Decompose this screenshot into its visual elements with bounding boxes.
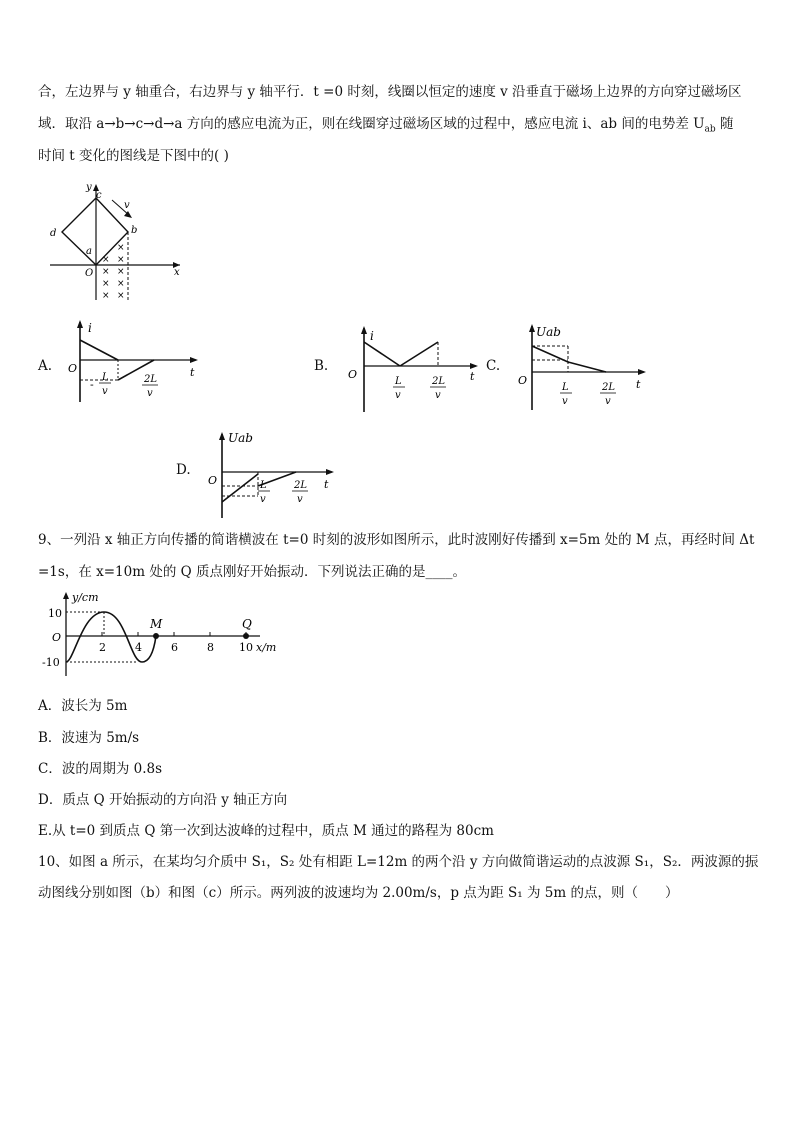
wave-origin: O bbox=[52, 631, 62, 644]
wave-curve bbox=[66, 612, 156, 662]
q9-option-c: C．波的周期为 0.8s bbox=[38, 761, 163, 777]
q9-option-e: E.从 t=0 到质点 Q 第一次到达波峰的过程中，质点 M 通过的路程为 80cm bbox=[38, 823, 494, 839]
wave-y-arrow bbox=[63, 592, 69, 599]
d-origin: O bbox=[208, 474, 218, 487]
q9-option-a: A．波长为 5m bbox=[38, 698, 128, 714]
c-tick-v2: v bbox=[605, 396, 611, 407]
q8-option-a-label: A. bbox=[38, 358, 53, 374]
wave-x-tick-2: 2 bbox=[99, 641, 106, 654]
b-origin: O bbox=[348, 368, 358, 381]
c-y-label: Uab bbox=[536, 325, 561, 339]
c-curve-segment-2 bbox=[568, 362, 606, 372]
field-cross: × bbox=[117, 243, 125, 253]
b-y-label: i bbox=[370, 329, 374, 343]
field-cross: × bbox=[102, 255, 110, 265]
d-t-label: t bbox=[324, 478, 329, 491]
fig-vertex-b: b bbox=[131, 225, 138, 236]
q8-option-d-label: D. bbox=[176, 462, 191, 478]
wave-x-tick-4: 4 bbox=[135, 641, 142, 654]
b-t-arrow bbox=[470, 363, 478, 369]
wave-x-tick-8: 8 bbox=[207, 641, 214, 654]
a-minus-sign: - bbox=[90, 378, 94, 391]
fig-vertex-d: d bbox=[50, 228, 57, 239]
q8-option-c-graph bbox=[510, 320, 650, 412]
magnetic-field-crosses bbox=[102, 243, 125, 301]
q10-text-line-1: 10、如图 a 所示，在某均匀介质中 S₁，S₂ 处有相距 L=12m 的两个沿 y 方向做简谐运动的点波源 S₁，S₂．两波源的振 bbox=[38, 854, 759, 870]
b-tick-L: L bbox=[395, 376, 402, 387]
field-cross: × bbox=[102, 267, 110, 277]
q9-wave-graph bbox=[38, 588, 288, 678]
a-t-arrow bbox=[190, 357, 198, 363]
b-tick-2L: 2L bbox=[432, 376, 446, 387]
wave-label-q: Q bbox=[242, 617, 252, 631]
d-tick-v: v bbox=[260, 494, 266, 505]
q8-option-a-graph bbox=[62, 318, 202, 408]
a-t-label: t bbox=[190, 366, 195, 379]
field-cross: × bbox=[117, 291, 125, 301]
c-y-arrow bbox=[529, 324, 535, 332]
wave-label-m: M bbox=[150, 617, 163, 631]
fig-velocity-label: v bbox=[124, 200, 130, 211]
field-cross: × bbox=[117, 267, 125, 277]
fig-origin-label: O bbox=[85, 268, 94, 279]
q8-option-b-graph bbox=[342, 322, 482, 414]
q8-uab-subscript: ab bbox=[704, 124, 716, 135]
b-tick-v: v bbox=[395, 390, 401, 401]
b-y-arrow bbox=[361, 326, 367, 334]
fig-vertex-c: c bbox=[96, 190, 102, 201]
b-tick-v2: v bbox=[435, 390, 441, 401]
field-cross: × bbox=[102, 291, 110, 301]
point-m bbox=[153, 633, 159, 639]
d-tick-L: L bbox=[260, 480, 267, 491]
c-tick-2L: 2L bbox=[602, 382, 616, 393]
wave-y-tick-10: 10 bbox=[48, 607, 62, 620]
q8-coil-figure bbox=[40, 178, 190, 308]
q9-text-line-2: =1s，在 x=10m 处的 Q 质点刚好开始振动．下列说法正确的是____。 bbox=[38, 564, 466, 580]
fig-vertex-a: a bbox=[86, 246, 92, 257]
a-y-label: i bbox=[88, 321, 92, 335]
fig-x-label: x bbox=[174, 267, 180, 278]
point-q bbox=[243, 633, 249, 639]
fig-y-label: y bbox=[86, 182, 92, 193]
b-curve-segment-2 bbox=[400, 342, 438, 366]
q9-option-d: D．质点 Q 开始振动的方向沿 y 轴正方向 bbox=[38, 792, 288, 808]
field-cross: × bbox=[117, 255, 125, 265]
d-tick-2L: 2L bbox=[294, 480, 308, 491]
q8-text-line-2-main: 域．取沿 a→b→c→d→a 方向的感应电流为正，则在线圈穿过磁场区域的过程中，感应电流 i、ab 间的电势差 U bbox=[38, 116, 705, 132]
d-curve-segment-1 bbox=[222, 474, 258, 502]
b-t-label: t bbox=[470, 370, 475, 383]
wave-x-tick-10: 10 bbox=[239, 641, 253, 654]
q8-option-c-label: C. bbox=[486, 358, 501, 374]
d-t-arrow bbox=[326, 469, 334, 475]
c-tick-L: L bbox=[562, 382, 569, 393]
field-cross: × bbox=[102, 279, 110, 289]
a-tick-v: v bbox=[102, 386, 108, 397]
a-origin: O bbox=[68, 362, 78, 375]
q8-text-line-2 bbox=[38, 114, 733, 140]
wave-x-tick-6: 6 bbox=[171, 641, 178, 654]
q9-text-line-1: 9、一列沿 x 轴正方向传播的简谐横波在 t=0 时刻的波形如图所示，此时波刚好传播到 x=5m 处的 M 点，再经时间 Δt bbox=[38, 532, 755, 548]
field-cross: × bbox=[117, 279, 125, 289]
d-tick-v2: v bbox=[297, 494, 303, 505]
c-t-arrow bbox=[638, 369, 646, 375]
wave-y-label: y/cm bbox=[72, 591, 99, 604]
q10-text-line-2: 动图线分别如图（b）和图（c）所示。两列波的波速均为 2.00m/s，p 点为距 S₁ 为 5m 的点，则（ ） bbox=[38, 885, 679, 901]
a-tick-v2: v bbox=[147, 388, 153, 399]
q8-option-d-graph bbox=[200, 428, 340, 520]
d-y-label: Uab bbox=[228, 431, 253, 445]
c-origin: O bbox=[518, 374, 528, 387]
c-tick-v: v bbox=[562, 396, 568, 407]
b-curve-segment-1 bbox=[364, 342, 400, 366]
wave-x-label: x/m bbox=[256, 641, 277, 654]
q8-text-line-2-end: 随 bbox=[715, 116, 734, 132]
q8-text-line-3: 时间 t 变化的图线是下图中的( ) bbox=[38, 148, 229, 164]
d-y-arrow bbox=[219, 432, 225, 440]
a-curve-segment-1 bbox=[80, 340, 118, 360]
q8-text-line-1: 合，左边界与 y 轴重合，右边界与 y 轴平行．t =0 时刻，线圈以恒定的速度 v 沿垂直于磁场上边界的方向穿过磁场区 bbox=[38, 84, 742, 100]
a-y-arrow bbox=[77, 320, 83, 328]
q8-option-b-label: B. bbox=[314, 358, 329, 374]
c-t-label: t bbox=[636, 378, 641, 391]
wave-y-tick-neg10: -10 bbox=[42, 656, 60, 669]
a-tick-L: L bbox=[102, 372, 109, 383]
q9-option-b: B．波速为 5m/s bbox=[38, 730, 140, 746]
a-tick-2L: 2L bbox=[144, 374, 158, 385]
